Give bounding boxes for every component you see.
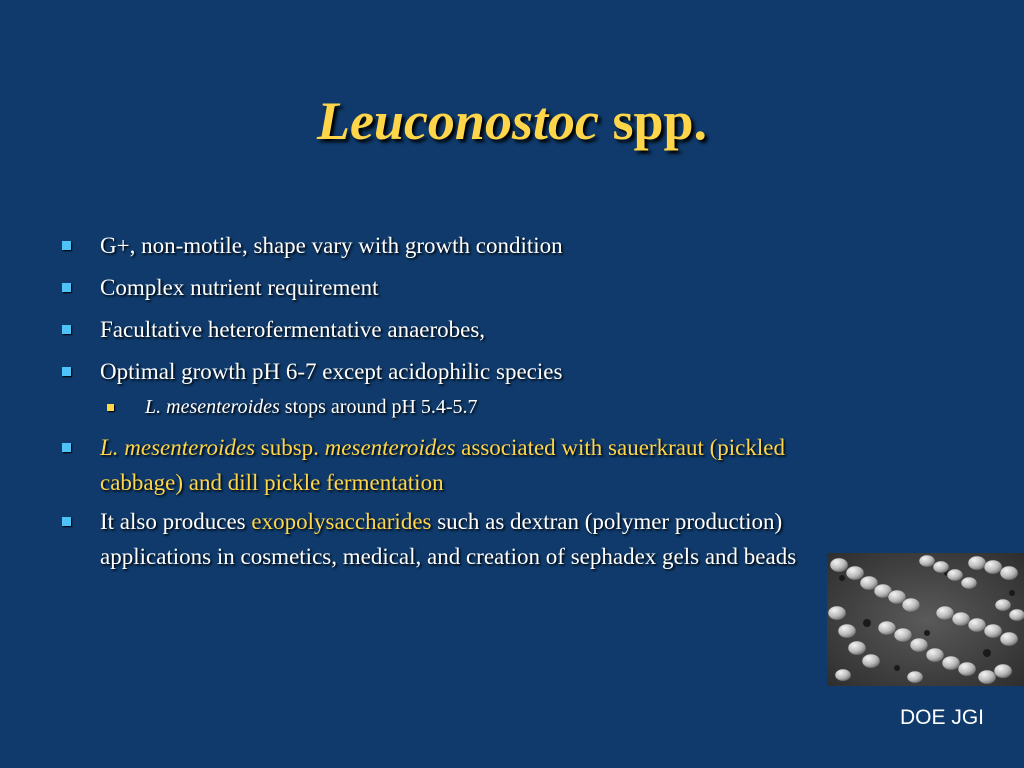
bullet-item xyxy=(62,354,862,389)
bullet-item xyxy=(62,228,862,263)
species-name: L. mesenteroides xyxy=(100,435,256,460)
bullet-item-sauerkraut xyxy=(62,430,862,500)
bullet-item-exopolysaccharides xyxy=(62,504,862,574)
association-text: associated with sauerkraut (pickled cabbage) and dill pickle fermentation xyxy=(100,435,785,495)
bullet-square-icon xyxy=(62,443,71,452)
subspecies-name: mesenteroides xyxy=(324,435,456,460)
exopolysaccharides-term: exopolysaccharides xyxy=(251,509,432,534)
bullet-text: Complex nutrient requirement xyxy=(100,275,379,300)
bullet-text-start: It also produces xyxy=(100,509,252,534)
sub-bullet-item xyxy=(107,392,862,422)
bullet-square-icon xyxy=(62,367,71,376)
bullet-item xyxy=(62,312,862,347)
bullet-item xyxy=(62,270,862,305)
bullet-text: G+, non-motile, shape vary with growth condition xyxy=(100,233,563,258)
bullet-square-icon xyxy=(62,241,71,250)
slide-title xyxy=(0,88,1024,154)
bullet-list xyxy=(62,228,862,581)
sub-bullet-species: L. mesenteroides xyxy=(145,396,280,418)
bullet-square-icon xyxy=(62,325,71,334)
subsp-label: subsp. xyxy=(255,435,325,460)
title-genus: Leuconostoc xyxy=(316,91,599,151)
image-credit: DOE JGI xyxy=(899,706,984,729)
title-suffix: spp. xyxy=(612,91,708,151)
sub-bullet-text: stops around pH 5.4-5.7 xyxy=(279,396,478,418)
micrograph-image xyxy=(827,553,1024,686)
bullet-square-icon xyxy=(62,517,71,526)
bullet-text: Optimal growth pH 6-7 except acidophilic species xyxy=(100,359,563,384)
bullet-text: Facultative heterofermentative anaerobes, xyxy=(100,317,486,342)
bullet-text-end: such as dextran (polymer production) applications in cosmetics, medical, and creation of sephadex gels and beads xyxy=(100,509,797,569)
bullet-square-icon xyxy=(62,283,71,292)
sub-bullet-square-icon xyxy=(107,404,114,411)
